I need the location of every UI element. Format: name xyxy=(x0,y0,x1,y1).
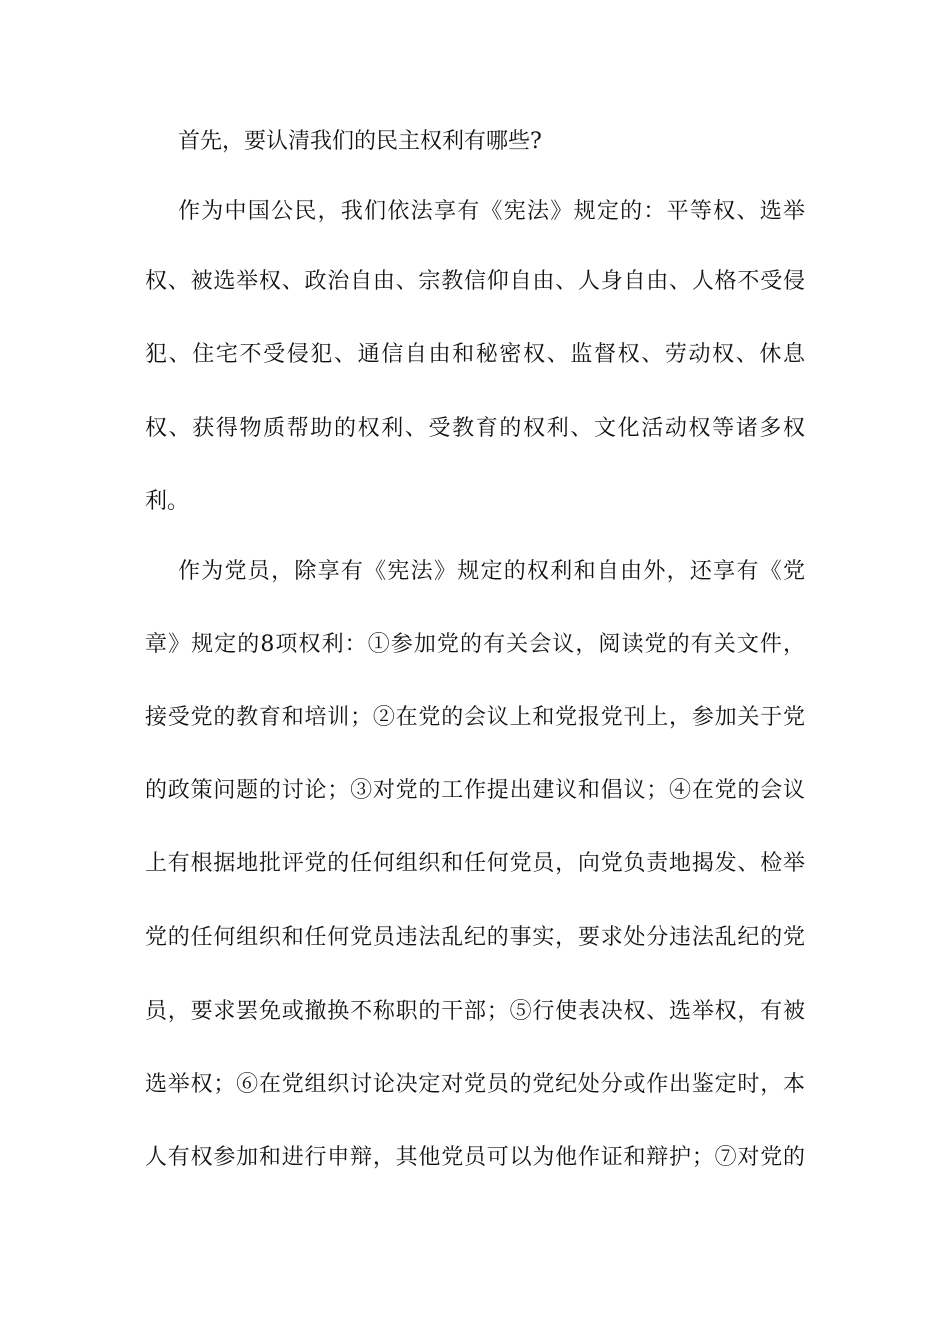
paragraph-line: 上有根据地批评党的任何组织和任何党员，向党负责地揭发、检举 xyxy=(145,851,805,876)
paragraph-line: 接受党的教育和培训；②在党的会议上和党报党刊上，参加关于党 xyxy=(145,705,805,730)
paragraph-line: 作为党员，除享有《宪法》规定的权利和自由外，还享有《党 xyxy=(178,559,805,584)
paragraph-line: 权、获得物质帮助的权利、受教育的权利、文化活动权等诸多权 xyxy=(145,416,805,441)
paragraph-line: 员，要求罢免或撤换不称职的干部；⑤行使表决权、选举权，有被 xyxy=(145,999,805,1024)
paragraph-line: 章》规定的8项权利：①参加党的有关会议，阅读党的有关文件， xyxy=(145,632,805,657)
paragraph-line: 人有权参加和进行申辩，其他党员可以为他作证和辩护；⑦对党的 xyxy=(145,1145,805,1170)
paragraph-line: 犯、住宅不受侵犯、通信自由和秘密权、监督权、劳动权、休息 xyxy=(145,342,805,367)
paragraph-line: 选举权；⑥在党组织讨论决定对党员的党纪处分或作出鉴定时，本 xyxy=(145,1072,805,1097)
paragraph-line: 利。 xyxy=(145,489,190,514)
heading-line: 首先，要认清我们的民主权利有哪些? xyxy=(178,129,542,154)
paragraph-line: 权、被选举权、政治自由、宗教信仰自由、人身自由、人格不受侵 xyxy=(145,269,805,294)
paragraph-line: 的政策问题的讨论；③对党的工作提出建议和倡议；④在党的会议 xyxy=(145,778,805,803)
paragraph-line: 作为中国公民，我们依法享有《宪法》规定的：平等权、选举 xyxy=(178,199,805,224)
paragraph-line: 党的任何组织和任何党员违法乱纪的事实，要求处分违法乱纪的党 xyxy=(145,925,805,950)
